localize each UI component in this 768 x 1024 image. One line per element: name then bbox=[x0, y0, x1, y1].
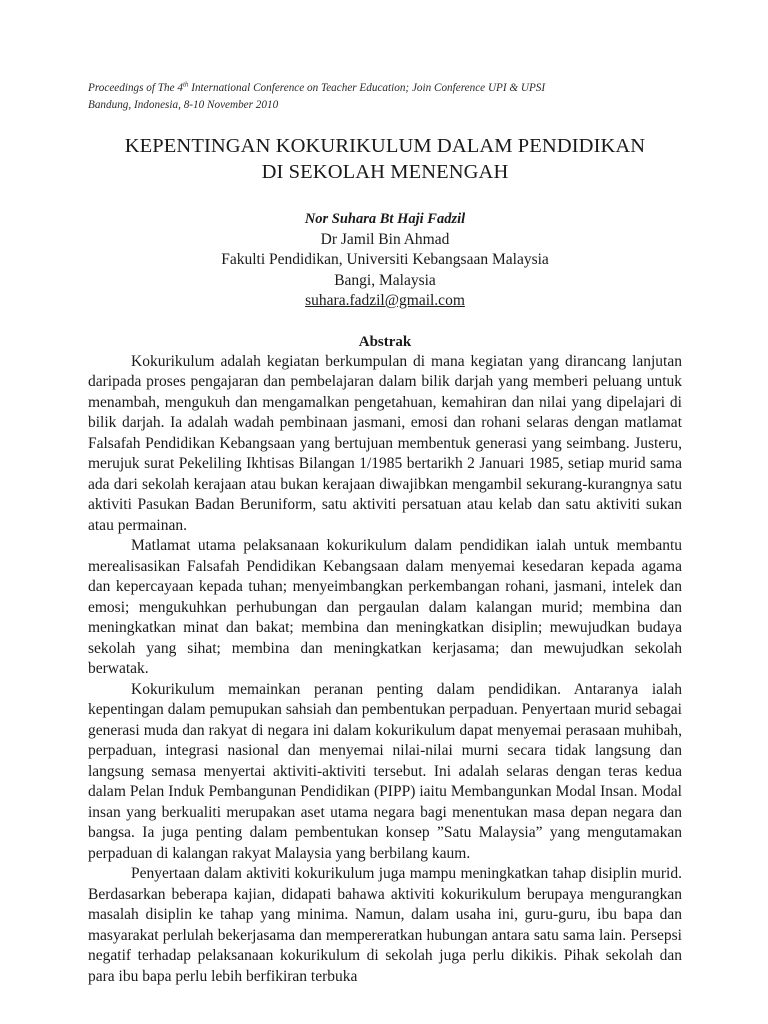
abstract-paragraph-2: Matlamat utama pelaksanaan kokurikulum dalam pendidikan ialah untuk membantu merealisasikan Falsafah Pendidikan Kebangsaan dalam menyemai kesedaran kepada agama dan kepercayaan kepada tuhan; menyeimbangkan perkembangan rohani, jasmani, intelek dan emosi; mengukuhkan perhubungan dan pergaulan dalam kalangan murid; membina dan meningkatkan minat dan bakat; membina dan meningkatkan disiplin; mewujudkan budaya sekolah yang sihat; membina dan meningkatkan kerjasama; dan mewujudkan sekolah berwatak. bbox=[88, 537, 682, 677]
abstract-body bbox=[88, 352, 682, 988]
proceedings-header bbox=[88, 80, 682, 114]
proceedings-line-1: Proceedings of The 4th International Conference on Teacher Education; Join Conference UPI & UPSI bbox=[88, 80, 546, 94]
ordinal-superscript: th bbox=[182, 80, 189, 89]
proceedings-line-2: Bandung, Indonesia, 8-10 November 2010 bbox=[88, 99, 279, 111]
affiliation: Fakulti Pendidikan, Universiti Kebangsaan Malaysia bbox=[221, 251, 549, 268]
co-author: Dr Jamil Bin Ahmad bbox=[320, 230, 450, 248]
author-email-link[interactable]: suhara.fadzil@gmail.com bbox=[305, 292, 465, 309]
abstract-heading: Abstrak bbox=[358, 333, 412, 350]
title-line-1: KEPENTINGAN KOKURIKULUM DALAM PENDIDIKAN bbox=[124, 135, 646, 157]
main-author: Nor Suhara Bt Haji Fadzil bbox=[304, 211, 466, 227]
abstract-paragraph-4: Penyertaan dalam aktiviti kokurikulum juga mampu meningkatkan tahap disiplin murid. Berdasarkan beberapa kajian, didapati bahawa aktiviti kokurikulum berupaya mengurangkan masalah disiplin ke tahap yang minima. Namun, dalam usaha ini, guru-guru, ibu bapa dan masyarakat perlulah bekerjasama dan mempereratkan hubungan antara satu sama lain. Persepsi negatif terhadap pelaksanaan kokurikulum di sekolah juga perlu dikikis. Pihak sekolah dan para ibu bapa perlu lebih berfikiran terbuka bbox=[88, 865, 682, 985]
abstract-paragraph-1: Kokurikulum adalah kegiatan berkumpulan di mana kegiatan yang dirancang lanjutan daripada proses pengajaran dan pembelajaran dalam bilik darjah yang memberi peluang untuk menambah, mengukuh dan mengamalkan pengetahuan, kemahiran dan nilai yang dipelajari di bilik darjah. Ia adalah wadah pembinaan jasmani, emosi dan rohani selaras dengan matlamat Falsafah Pendidikan Kebangsaan yang bertujuan membentuk generasi yang seimbang. Justeru, merujuk surat Pekeliling Ikhtisas Bilangan 1/1985 bertarikh 2 Januari 1985, setiap murid sama ada dari sekolah kerajaan atau bukan kerajaan diwajibkan mengambil sekurang-kurangnya satu aktiviti Pasukan Badan Beruniform, satu aktiviti persatuan atau kelab dan satu aktiviti sukan atau permainan. bbox=[88, 352, 682, 534]
title-line-2: DI SEKOLAH MENENGAH bbox=[261, 161, 509, 183]
author-block bbox=[88, 209, 682, 312]
abstract-paragraph-3: Kokurikulum memainkan peranan penting dalam pendidikan. Antaranya ialah kepentingan dalam pemupukan sahsiah dan pembentukan perpaduan. Penyertaan murid sebagai generasi muda dan rakyat di negara ini dalam kokurikulum dapat menyemai perasaan muhibah, perpaduan, integrasi nasional dan menyemai nilai-nilai murni secara tidak langsung dan langsung semasa menyertai aktiviti-aktiviti tersebut. Ini adalah selaras dengan teras kedua dalam Pelan Induk Pembangunan Pendidikan (PIPP) iaitu Membangunkan Modal Insan. Modal insan yang berkualiti merupakan aset utama negara bagi menentukan masa depan negara dan bangsa. Ia juga penting dalam pembentukan konsep ”Satu Malaysia” yang mengutamakan perpaduan di kalangan rakyat Malaysia yang berbilang kaum. bbox=[88, 680, 682, 862]
paper-title bbox=[88, 133, 682, 185]
location: Bangi, Malaysia bbox=[334, 271, 436, 289]
